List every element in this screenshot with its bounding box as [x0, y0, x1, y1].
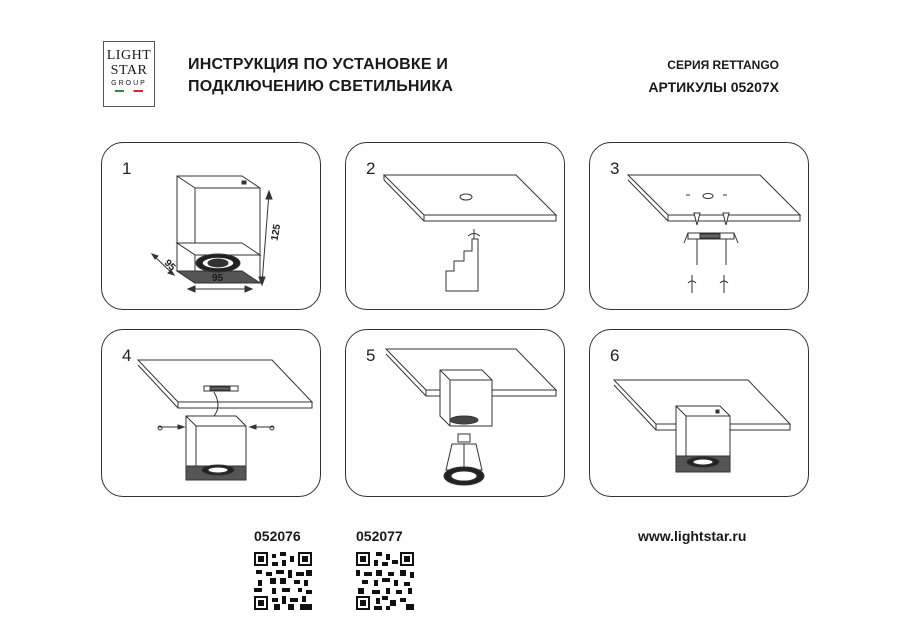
- series-info: [648, 54, 779, 98]
- article-code-2: 052077: [356, 528, 403, 544]
- series-label: СЕРИЯ RETTANGO: [667, 58, 779, 72]
- qr-code-icon[interactable]: [254, 552, 312, 610]
- logo-line-3: GROUP: [111, 80, 147, 87]
- wiring-attach-drawing: [102, 330, 322, 498]
- articles-label: АРТИКУЛЫ 05207X: [648, 79, 779, 95]
- mounting-bracket-drawing: [590, 143, 810, 311]
- website-link[interactable]: www.lightstar.ru: [638, 528, 747, 544]
- step-panel-6: [589, 329, 809, 497]
- title-line-2: ПОДКЛЮЧЕНИЮ СВЕТИЛЬНИКА: [188, 78, 454, 95]
- step-panel-1: [101, 142, 321, 310]
- italy-flag-icon: [115, 90, 143, 92]
- document-title: [188, 54, 453, 98]
- ceiling-hole-drawing: [346, 143, 566, 311]
- step-panel-5: [345, 329, 565, 497]
- brand-logo: [103, 41, 155, 107]
- step-number: 5: [366, 346, 376, 365]
- step-number: 2: [366, 159, 376, 178]
- article-code-1: 052076: [254, 528, 301, 544]
- dimension-width: 95: [212, 273, 224, 284]
- logo-line-1: LIGHT: [106, 48, 152, 63]
- fixture-dimensions-drawing: [102, 143, 322, 311]
- step-number: 6: [610, 346, 620, 365]
- logo-line-2: STAR: [110, 63, 148, 78]
- installed-fixture-drawing: [590, 330, 810, 498]
- title-line-1: ИНСТРУКЦИЯ ПО УСТАНОВКЕ И: [188, 56, 449, 73]
- step-panel-3: [589, 142, 809, 310]
- dimension-depth: 95: [161, 257, 178, 274]
- step-number: 3: [610, 159, 620, 178]
- step-number: 4: [122, 346, 132, 365]
- dimension-height: 125: [269, 223, 284, 242]
- step-panel-4: [101, 329, 321, 497]
- step-panel-2: [345, 142, 565, 310]
- step-number: 1: [122, 159, 132, 178]
- qr-code-icon[interactable]: [356, 552, 414, 610]
- lamp-insertion-drawing: [346, 330, 566, 498]
